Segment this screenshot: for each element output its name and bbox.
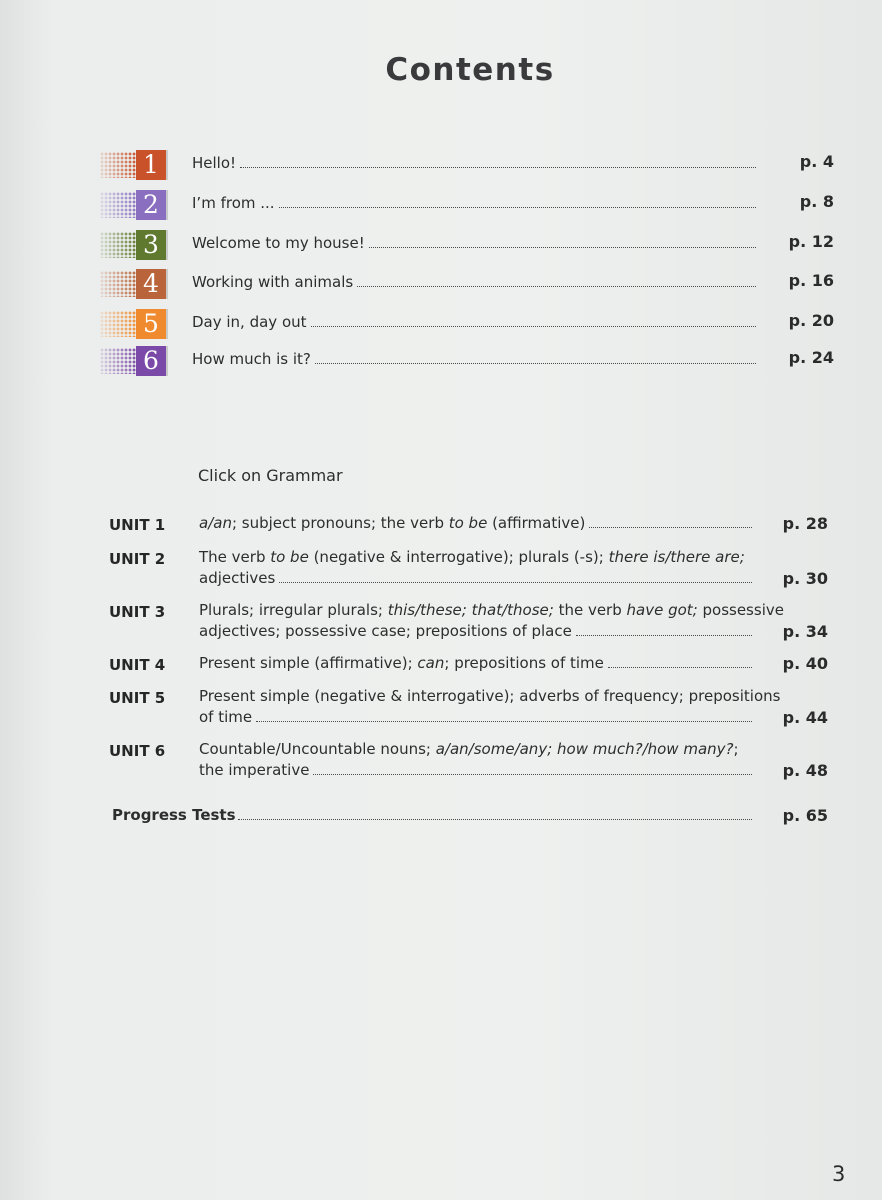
grammar-unit-page: p. 28	[782, 514, 828, 533]
grammar-unit-page: p. 34	[782, 622, 828, 641]
grammar-unit-page: p. 44	[782, 708, 828, 727]
grammar-text: adjectives; possessive case; prepositions of place	[199, 622, 572, 640]
grammar-text: the verb	[553, 601, 627, 619]
unit-badge	[100, 190, 170, 220]
grammar-text: Plurals; irregular plurals;	[199, 601, 388, 619]
grammar-line-text	[199, 740, 739, 758]
grammar-text: of time	[199, 708, 253, 726]
grammar-unit-label: UNIT 1	[109, 516, 166, 534]
toc-row-unit-3[interactable]	[100, 230, 840, 260]
grammar-text: ; prepositions of time	[444, 654, 604, 672]
grammar-section-title: Click on Grammar	[198, 466, 343, 485]
grammar-italic-term: can	[417, 654, 445, 672]
dot-leader	[240, 167, 756, 168]
grammar-unit-label: UNIT 5	[109, 689, 166, 707]
grammar-italic-term: a/an/some/any; how much?/how many?	[435, 740, 734, 758]
toc-row-unit-5[interactable]	[100, 309, 840, 339]
dot-leader	[279, 582, 752, 583]
grammar-line	[199, 548, 745, 566]
grammar-unit-page: p. 48	[782, 761, 828, 780]
unit-number: 2	[136, 190, 166, 220]
unit-number: 5	[136, 309, 166, 339]
unit-number: 4	[136, 269, 166, 299]
grammar-unit-label: UNIT 4	[109, 656, 166, 674]
grammar-italic-term: to be	[270, 548, 309, 566]
grammar-italic-term: a/an	[199, 514, 232, 532]
grammar-text: Present simple (negative & interrogative); adverbs of frequency; prepositions	[199, 687, 781, 705]
dot-leader	[313, 774, 752, 775]
dot-leader	[608, 667, 752, 668]
unit-number: 3	[136, 230, 166, 260]
unit-page-number: p. 20	[788, 311, 834, 330]
progress-tests-page: p. 65	[782, 806, 828, 825]
grammar-line-text	[199, 622, 576, 640]
grammar-text: Present simple (affirmative);	[199, 654, 418, 672]
unit-badge	[100, 269, 170, 299]
toc-row-unit-4[interactable]	[100, 269, 840, 299]
unit-title-leader	[192, 234, 756, 252]
grammar-unit-label: UNIT 3	[109, 603, 166, 621]
toc-row-unit-2[interactable]	[100, 190, 840, 220]
unit-page-number: p. 8	[799, 192, 834, 211]
grammar-line-text	[199, 601, 784, 619]
halftone-dots-icon	[100, 348, 138, 374]
unit-title: I’m from ...	[192, 194, 275, 212]
unit-title-leader	[192, 194, 756, 212]
toc-row-unit-6[interactable]	[100, 346, 840, 376]
grammar-unit-label: UNIT 6	[109, 742, 166, 760]
dot-leader	[238, 819, 752, 820]
grammar-text: The verb	[199, 548, 271, 566]
halftone-dots-icon	[100, 152, 138, 178]
grammar-line-leader[interactable]	[199, 761, 752, 779]
unit-title: Day in, day out	[192, 313, 307, 331]
unit-title-leader	[192, 313, 756, 331]
unit-title: Welcome to my house!	[192, 234, 365, 252]
grammar-line-text	[199, 708, 256, 726]
grammar-line	[199, 601, 784, 619]
halftone-dots-icon	[100, 232, 138, 258]
unit-title-leader	[192, 350, 756, 368]
unit-badge	[100, 309, 170, 339]
page-title: Contents	[385, 52, 555, 88]
grammar-unit-page: p. 30	[782, 569, 828, 588]
grammar-text: the imperative	[199, 761, 310, 779]
unit-page-number: p. 12	[788, 232, 834, 251]
unit-number: 6	[136, 346, 166, 376]
grammar-text: (negative & interrogative); plurals (-s);	[308, 548, 609, 566]
unit-title: How much is it?	[192, 350, 311, 368]
unit-page-number: p. 4	[799, 152, 834, 171]
grammar-line-leader[interactable]	[199, 622, 752, 640]
dot-leader	[369, 247, 756, 248]
grammar-text: adjectives	[199, 569, 276, 587]
unit-number: 1	[136, 150, 166, 180]
grammar-line-text	[199, 548, 745, 566]
unit-page-number: p. 24	[788, 348, 834, 367]
unit-badge	[100, 346, 170, 376]
grammar-line-leader[interactable]	[199, 569, 752, 587]
grammar-line-leader[interactable]	[199, 654, 752, 672]
halftone-dots-icon	[100, 192, 138, 218]
grammar-unit-page: p. 40	[782, 654, 828, 673]
unit-badge	[100, 150, 170, 180]
unit-title: Hello!	[192, 154, 237, 172]
grammar-unit-label: UNIT 2	[109, 550, 166, 568]
grammar-line-leader[interactable]	[199, 708, 752, 726]
grammar-italic-term: this/these; that/those;	[387, 601, 554, 619]
grammar-line	[199, 687, 780, 705]
progress-tests-label: Progress Tests	[112, 806, 236, 824]
unit-title-leader	[192, 273, 756, 291]
grammar-italic-term: have got;	[626, 601, 698, 619]
unit-title-leader	[192, 154, 756, 172]
dot-leader	[311, 326, 756, 327]
dot-leader	[256, 721, 752, 722]
grammar-line-text	[199, 569, 279, 587]
grammar-text: possessive	[697, 601, 784, 619]
halftone-dots-icon	[100, 311, 138, 337]
grammar-line	[199, 740, 739, 758]
unit-page-number: p. 16	[788, 271, 834, 290]
grammar-line-text	[199, 654, 608, 672]
toc-row-unit-1[interactable]	[100, 150, 840, 180]
grammar-text: ; subject pronouns; the verb	[231, 514, 449, 532]
unit-title: Working with animals	[192, 273, 354, 291]
progress-tests-row[interactable]	[112, 806, 752, 824]
grammar-text: Countable/Uncountable nouns;	[199, 740, 436, 758]
grammar-line-text	[199, 514, 589, 532]
grammar-text: (affirmative)	[487, 514, 586, 532]
dot-leader	[357, 286, 756, 287]
dot-leader	[576, 635, 752, 636]
dot-leader	[589, 527, 752, 528]
dot-leader	[279, 207, 756, 208]
page-number: 3	[832, 1162, 846, 1186]
dot-leader	[315, 363, 756, 364]
grammar-line-leader[interactable]	[199, 514, 752, 532]
grammar-italic-term: to be	[448, 514, 488, 532]
halftone-dots-icon	[100, 271, 138, 297]
grammar-line-text	[199, 761, 313, 779]
grammar-italic-term: there is/there are;	[608, 548, 745, 566]
grammar-text: ;	[733, 740, 739, 758]
grammar-line-text	[199, 687, 780, 705]
unit-badge	[100, 230, 170, 260]
